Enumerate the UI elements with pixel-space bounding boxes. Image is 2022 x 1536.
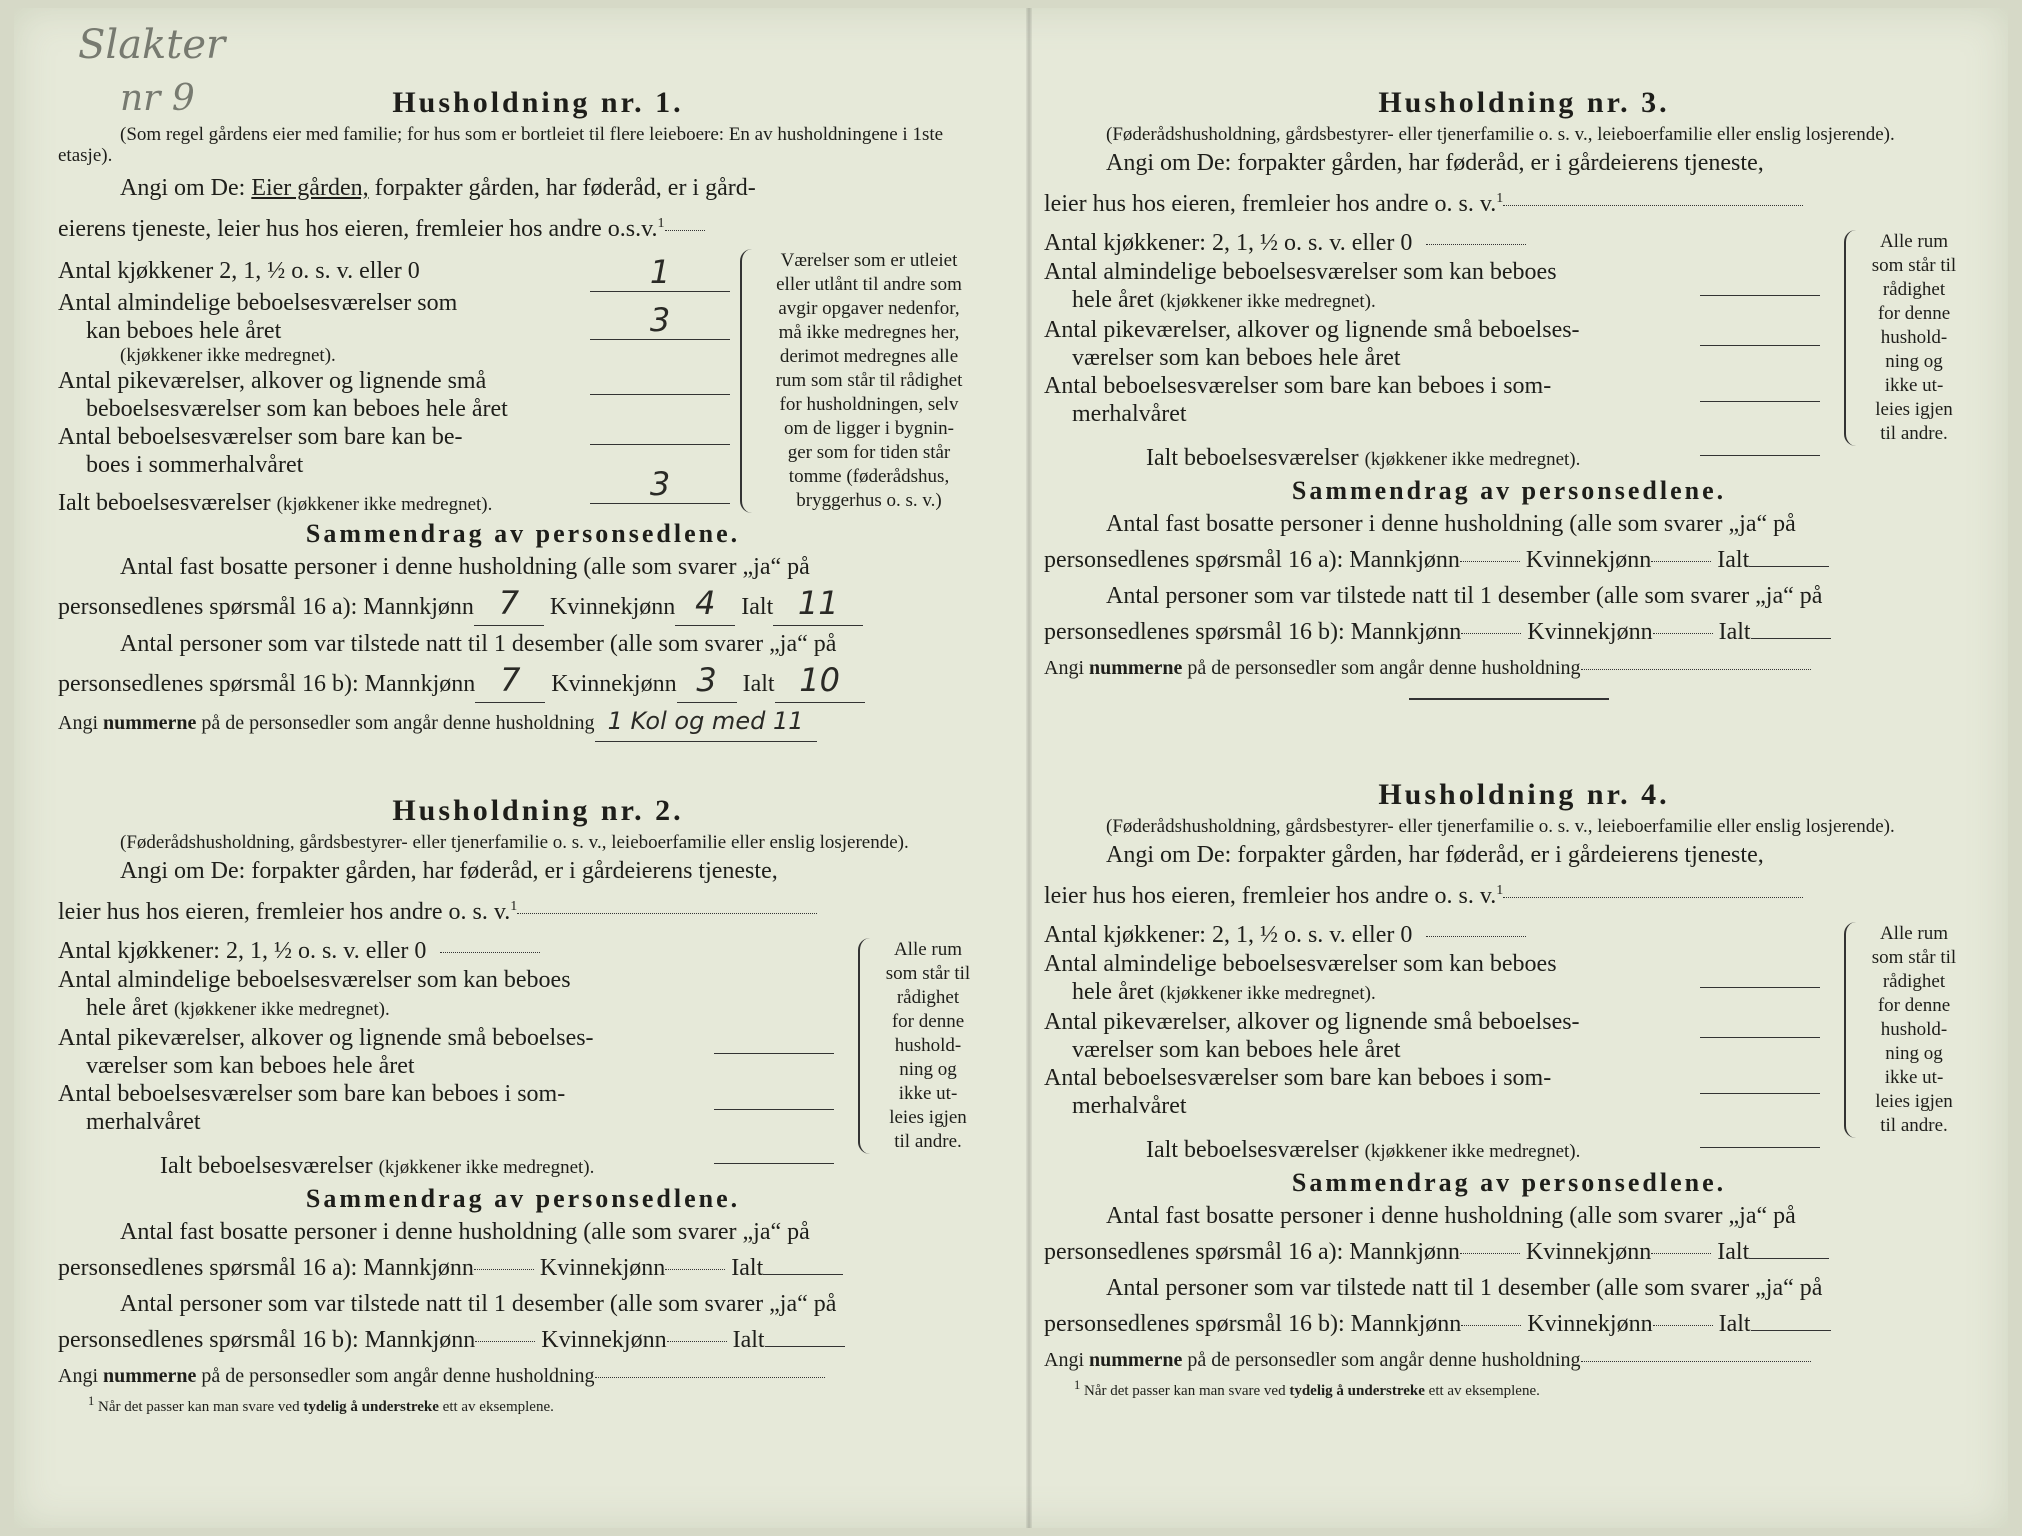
handwritten-nr-note: nr 9	[120, 78, 195, 119]
nummer-row	[1044, 650, 1974, 686]
side-line: ikke ut-	[1884, 375, 1944, 396]
dots	[1461, 1325, 1521, 1326]
alm-answer	[1700, 964, 1820, 993]
angi-line2-text: leier hus hos eieren, fremleier hos andre o. s. v.	[1044, 191, 1497, 217]
household-3-summary-title: Sammendrag av personsedlene.	[1291, 476, 1727, 505]
left-page	[58, 8, 988, 1528]
dots	[1461, 633, 1521, 634]
kvinne-label: Kvinnekjønn	[549, 594, 676, 620]
household-3-side-note	[1844, 230, 1972, 446]
footnote-marker: 1	[1496, 191, 1504, 206]
q1-line-b	[58, 1250, 988, 1286]
sommer-line1: Antal beboelsesværelser som bare kan beboes i som-	[58, 1081, 566, 1107]
household-4	[1044, 778, 1974, 1400]
household-1-angi-line1	[58, 170, 988, 206]
household-3-rooms	[1044, 228, 1974, 470]
household-3-angi-line1: Angi om De: forpakter gården, har føderåd, er i gårdeierens tjeneste,	[1106, 150, 1764, 176]
side-line: tomme (føderådshus,	[788, 466, 950, 487]
nummer-value: 1 Kol og med 11	[607, 707, 804, 735]
ialt-short-label: Ialt	[1717, 547, 1750, 573]
side-line: leies igjen	[1875, 399, 1953, 420]
household-2-note: (Føderådshusholdning, gårdsbestyrer- eller tjenerfamilie o. s. v., leieboerfamilie eller enslig losjerende).	[120, 832, 909, 853]
q1-label: personsedlenes spørsmål 16 a): Mannkjønn	[58, 1255, 474, 1281]
kjokken-label: Antal kjøkkener: 2, 1, ½ o. s. v. eller 0	[1044, 922, 1413, 948]
pike-answer	[714, 1030, 834, 1059]
q2-label: personsedlenes spørsmål 16 b): Mannkjønn	[58, 671, 476, 697]
q1-total-value: 11	[797, 584, 839, 622]
ialt-short-label: Ialt	[731, 1255, 764, 1281]
dots	[475, 1341, 535, 1342]
handwritten-top-note: Slakter	[78, 22, 226, 68]
q2-line-a: Antal personer som var tilstede natt til 1 desember (alle som svarer „ja“ på	[1106, 583, 1823, 609]
alm2-label: hele året	[1072, 287, 1154, 313]
dots	[1503, 205, 1803, 206]
side-line: som står til	[1871, 255, 1957, 276]
angi-line2-text: eierens tjeneste, leier hus hos eieren, fremleier hos andre o.s.v.	[58, 216, 658, 242]
household-4-angi-line1: Angi om De: forpakter gården, har føderåd, er i gårdeierens tjeneste,	[1106, 842, 1764, 868]
side-line: hushold-	[1880, 1019, 1948, 1040]
sommer-line2: merhalvåret	[1072, 1093, 1187, 1119]
nummer-pre: Angi	[58, 1365, 98, 1387]
household-2-title: Husholdning nr. 2.	[392, 794, 684, 827]
q1-female-value: 4	[695, 584, 716, 622]
household-2-side-note	[858, 938, 986, 1154]
ialt-value: 3	[649, 465, 671, 503]
q1-line-a: Antal fast bosatte personer i denne husholdning (alle som svarer „ja“ på	[120, 1219, 810, 1245]
alm-line2	[58, 994, 988, 1024]
household-3	[1044, 86, 1974, 718]
side-line: rådighet	[1882, 971, 1946, 992]
sommer-line2: merhalvåret	[86, 1109, 201, 1135]
side-line: ikke ut-	[898, 1083, 958, 1104]
side-line: leies igjen	[1875, 1091, 1953, 1112]
nummer-bold: nummerne	[103, 712, 197, 734]
dots	[667, 1341, 727, 1342]
sommer-answer	[1700, 378, 1820, 407]
q1-line-a: Antal fast bosatte personer i denne husholdning (alle som svarer „ja“ på	[1106, 511, 1796, 537]
q2-female-value: 3	[696, 661, 717, 699]
q2-label: personsedlenes spørsmål 16 b): Mannkjønn	[1044, 1311, 1462, 1337]
sommer-answer	[1700, 1070, 1820, 1099]
dots	[665, 1269, 725, 1270]
ialt-label: Ialt beboelsesværelser	[160, 1153, 373, 1179]
alm2-label: hele året	[1072, 979, 1154, 1005]
pike-line1: Antal pikeværelser, alkover og lignende små beboelses-	[1044, 1009, 1580, 1035]
foot-post: ett av eksemplene.	[1428, 1383, 1540, 1399]
kjokken-row	[58, 936, 988, 966]
side-line: hushold-	[1880, 327, 1948, 348]
household-2-angi-line2	[58, 889, 988, 930]
dots	[517, 913, 817, 914]
household-4-title: Husholdning nr. 4.	[1378, 778, 1670, 811]
nummer-post: på de personsedler som angår denne husholdning	[201, 1365, 595, 1387]
nummer-row	[1044, 1342, 1974, 1378]
pike-line2: værelser som kan beboes hele året	[1072, 345, 1401, 371]
side-line: ning og	[1885, 351, 1943, 372]
nummer-row	[58, 1358, 988, 1394]
side-line: til andre.	[1880, 1115, 1948, 1136]
ialt-label: Ialt beboelsesværelser	[1146, 1137, 1359, 1163]
ialt-short-label: Ialt	[1718, 1311, 1751, 1337]
kjokken-answer	[590, 253, 730, 292]
ialt-short-label: Ialt	[732, 1327, 765, 1353]
ialt-note: (kjøkkener ikke medregnet).	[378, 1157, 595, 1178]
nummer-bold: nummerne	[1089, 1349, 1183, 1371]
foot-bold: tydelig å understreke	[1289, 1383, 1425, 1399]
sommer-line1: Antal beboelsesværelser som bare kan beboes i som-	[1044, 373, 1552, 399]
household-4-rooms	[1044, 920, 1974, 1162]
alm-line2	[1044, 978, 1974, 1008]
household-3-note: (Føderådshusholdning, gårdsbestyrer- eller tjenerfamilie o. s. v., leieboerfamilie eller enslig losjerende).	[1106, 124, 1895, 145]
household-1-note: (Som regel gårdens eier med familie; for hus som er bortleiet til flere leieboere: En av husholdningene i 1ste etasje).	[58, 124, 944, 166]
angi-line2-text: leier hus hos eieren, fremleier hos andre o. s. v.	[58, 899, 511, 925]
alm-line1: Antal almindelige beboelsesværelser som kan beboes	[1044, 259, 1557, 285]
ialt-answer	[1700, 1124, 1820, 1153]
household-4-summary-title: Sammendrag av personsedlene.	[1291, 1168, 1727, 1197]
household-2-angi-line1: Angi om De: forpakter gården, har føderåd, er i gårdeierens tjeneste,	[120, 858, 778, 884]
kjokken-value: 1	[649, 253, 671, 291]
right-page	[1044, 8, 1974, 1528]
nummer-pre: Angi	[58, 712, 98, 734]
q2-label: personsedlenes spørsmål 16 b): Mannkjønn	[58, 1327, 476, 1353]
q2-line-a: Antal personer som var tilstede natt til 1 desember (alle som svarer „ja“ på	[120, 1291, 837, 1317]
nummer-row	[58, 703, 988, 742]
side-line: ning og	[1885, 1043, 1943, 1064]
household-1-angi-line2	[58, 206, 988, 247]
ialt-note: (kjøkkener ikke medregnet).	[1364, 1141, 1581, 1162]
side-line: som står til	[885, 963, 971, 984]
ialt-label: Ialt beboelsesværelser	[58, 490, 271, 516]
side-line: rum som står til rådighet	[775, 370, 963, 391]
kvinne-label: Kvinnekjønn	[1527, 1311, 1653, 1337]
dots	[1653, 1325, 1713, 1326]
household-1-rooms	[58, 250, 988, 516]
side-line: ger som for tiden står	[787, 442, 951, 463]
ialt-note: (kjøkkener ikke medregnet).	[1364, 449, 1581, 470]
alm-line2: kan beboes hele året	[86, 318, 282, 344]
side-line: avgir opgaver nedenfor,	[778, 298, 960, 319]
nummer-post: på de personsedler som angår denne husholdning	[201, 712, 595, 734]
dots	[1651, 1253, 1711, 1254]
nummer-post: på de personsedler som angår denne husholdning	[1187, 657, 1581, 679]
alm-line1: Antal almindelige beboelsesværelser som	[58, 290, 458, 316]
q1-line-b	[1044, 542, 1974, 578]
q2-label: personsedlenes spørsmål 16 b): Mannkjønn	[1044, 619, 1462, 645]
foot-pre: Når det passer kan man svare ved	[1084, 1383, 1286, 1399]
footnote	[1044, 1378, 1974, 1400]
nummer-pre: Angi	[1044, 1349, 1084, 1371]
side-line: leies igjen	[889, 1107, 967, 1128]
kjokken-row	[1044, 228, 1974, 258]
dots	[1426, 244, 1526, 245]
ialt-answer	[1700, 432, 1820, 461]
dots	[1460, 561, 1520, 562]
side-line: om de ligger i bygnin-	[784, 418, 954, 439]
pike-answer	[1700, 322, 1820, 351]
side-line: for husholdningen, selv	[779, 394, 959, 415]
nummer-bold: nummerne	[103, 1365, 197, 1387]
alm2-note: (kjøkkener ikke medregnet).	[1159, 291, 1376, 312]
section-separator	[1409, 698, 1609, 700]
side-line: Alle rum	[1879, 923, 1949, 944]
alm2-note: (kjøkkener ikke medregnet).	[173, 999, 390, 1020]
pike-line2: beboelsesværelser som kan beboes hele året	[86, 396, 508, 422]
alm2-note: (kjøkkener ikke medregnet).	[1159, 983, 1376, 1004]
pike-line1: Antal pikeværelser, alkover og lignende små beboelses-	[58, 1025, 594, 1051]
sommer-answer	[590, 421, 730, 450]
household-1-title: Husholdning nr. 1.	[392, 86, 684, 119]
side-line: til andre.	[1880, 423, 1948, 444]
household-1-summary-title: Sammendrag av personsedlene.	[305, 519, 741, 548]
foot-pre: Når det passer kan man svare ved	[98, 1399, 300, 1415]
alm-line2	[1044, 286, 1974, 316]
footnote-marker: 1	[657, 216, 665, 231]
angi-rest: forpakter gården, har føderåd, er i gård-	[374, 175, 756, 201]
alm-value: 3	[649, 301, 671, 339]
ialt-answer	[590, 465, 730, 504]
nummer-pre: Angi	[1044, 657, 1084, 679]
side-line: Alle rum	[1879, 231, 1949, 252]
nummer-bold: nummerne	[1089, 657, 1183, 679]
q2-male-value: 7	[500, 661, 521, 699]
dots	[1653, 633, 1713, 634]
side-line: rådighet	[896, 987, 960, 1008]
household-2-summary-title: Sammendrag av personsedlene.	[305, 1184, 741, 1213]
side-line: Værelser som er utleiet	[780, 250, 958, 271]
side-line: for denne	[891, 1011, 965, 1032]
household-2-rooms	[58, 936, 988, 1178]
q2-line-b	[1044, 614, 1974, 650]
household-1	[58, 86, 988, 742]
foot-bold: tydelig å understreke	[303, 1399, 439, 1415]
kvinne-label: Kvinnekjønn	[539, 1255, 666, 1281]
kvinne-label: Kvinnekjønn	[541, 1327, 667, 1353]
household-3-title: Husholdning nr. 3.	[1378, 86, 1670, 119]
ialt-row	[1044, 440, 1974, 478]
side-line: rådighet	[1882, 279, 1946, 300]
alm-answer	[590, 301, 730, 340]
dots	[1651, 561, 1711, 562]
q1-line-b	[1044, 1234, 1974, 1270]
side-line: til andre.	[894, 1131, 962, 1152]
angi-line2-text: leier hus hos eieren, fremleier hos andre o. s. v.	[1044, 883, 1497, 909]
q2-line-b	[1044, 1306, 1974, 1342]
dots	[1426, 936, 1526, 937]
pike-answer	[1700, 1014, 1820, 1043]
ialt-note: (kjøkkener ikke medregnet).	[276, 494, 493, 515]
household-4-angi-line2	[1044, 873, 1974, 914]
footnote-marker: 1	[510, 899, 518, 914]
foot-post: ett av eksemplene.	[442, 1399, 554, 1415]
q2-line-a: Antal personer som var tilstede natt til 1 desember (alle som svarer „ja“ på	[1106, 1275, 1823, 1301]
q1-line-b	[58, 585, 988, 626]
side-line: eller utlånt til andre som	[776, 274, 962, 295]
sommer-answer	[714, 1086, 834, 1115]
dots	[1460, 1253, 1520, 1254]
alm-line1: Antal almindelige beboelsesværelser som kan beboes	[58, 967, 571, 993]
alm-answer	[1700, 272, 1820, 301]
household-1-side-note	[740, 249, 986, 513]
side-line: som står til	[1871, 947, 1957, 968]
kvinne-label: Kvinnekjønn	[1527, 619, 1653, 645]
sommer-line1: Antal beboelsesværelser som bare kan be-	[58, 424, 463, 450]
side-line: Alle rum	[893, 939, 963, 960]
side-line: bryggerhus o. s. v.)	[796, 490, 942, 511]
household-4-note: (Føderådshusholdning, gårdsbestyrer- eller tjenerfamilie o. s. v., leieboerfamilie eller enslig losjerende).	[1106, 816, 1895, 837]
household-4-side-note	[1844, 922, 1972, 1138]
kvinne-label: Kvinnekjønn	[1525, 1239, 1652, 1265]
sommer-line1: Antal beboelsesværelser som bare kan beboes i som-	[1044, 1065, 1552, 1091]
kjokken-label: Antal kjøkkener 2, 1, ½ o. s. v. eller 0	[58, 258, 420, 284]
side-line: ikke ut-	[1884, 1067, 1944, 1088]
footnote-marker: 1	[88, 1394, 95, 1408]
q1-line-a: Antal fast bosatte personer i denne husholdning (alle som svarer „ja“ på	[120, 554, 810, 580]
kjokken-label: Antal kjøkkener: 2, 1, ½ o. s. v. eller 0	[1044, 230, 1413, 256]
sommer-line2: boes i sommerhalvåret	[86, 452, 304, 478]
side-line: for denne	[1877, 303, 1951, 324]
dots	[595, 1377, 825, 1378]
ialt-short-label: Ialt	[741, 594, 774, 620]
dots	[1581, 669, 1811, 670]
kvinne-label: Kvinnekjønn	[1525, 547, 1652, 573]
q1-line-a: Antal fast bosatte personer i denne husholdning (alle som svarer „ja“ på	[1106, 1203, 1796, 1229]
side-line: ning og	[899, 1059, 957, 1080]
alm2-label: hele året	[86, 995, 168, 1021]
q1-label: personsedlenes spørsmål 16 a): Mannkjønn	[58, 594, 474, 620]
q2-line-b	[58, 662, 988, 703]
ialt-short-label: Ialt	[742, 671, 775, 697]
kvinne-label: Kvinnekjønn	[551, 671, 677, 697]
side-line: derimot medregnes alle	[779, 346, 959, 367]
pike-answer	[590, 371, 730, 400]
footnote-marker: 1	[1074, 1378, 1081, 1392]
household-2	[58, 794, 988, 1416]
dots	[665, 230, 705, 231]
angi-label: Angi om De:	[120, 175, 246, 201]
alm-line1: Antal almindelige beboelsesværelser som kan beboes	[1044, 951, 1557, 977]
q1-label: personsedlenes spørsmål 16 a): Mannkjønn	[1044, 547, 1460, 573]
q1-label: personsedlenes spørsmål 16 a): Mannkjønn	[1044, 1239, 1460, 1265]
sommer-line2: merhalvåret	[1072, 401, 1187, 427]
pike-line1: Antal pikeværelser, alkover og lignende små beboelses-	[1044, 317, 1580, 343]
ialt-answer	[714, 1140, 834, 1169]
pike-line2: værelser som kan beboes hele året	[86, 1053, 415, 1079]
q2-line-a: Antal personer som var tilstede natt til 1 desember (alle som svarer „ja“ på	[120, 631, 837, 657]
side-line: hushold-	[894, 1035, 962, 1056]
pike-line1: Antal pikeværelser, alkover og lignende små	[58, 368, 487, 394]
ialt-label: Ialt beboelsesværelser	[1146, 445, 1359, 471]
ialt-row	[58, 1148, 988, 1186]
ialt-short-label: Ialt	[1718, 619, 1751, 645]
ialt-short-label: Ialt	[1717, 1239, 1750, 1265]
alm-line3: (kjøkkener ikke medregnet).	[120, 345, 336, 366]
footnote-marker: 1	[1496, 883, 1504, 898]
pike-line2: værelser som kan beboes hele året	[1072, 1037, 1401, 1063]
kjokken-row	[1044, 920, 1974, 950]
footnote	[58, 1394, 988, 1416]
q2-line-b	[58, 1322, 988, 1358]
dots	[1581, 1361, 1811, 1362]
dots	[474, 1269, 534, 1270]
dots	[440, 952, 540, 953]
household-3-angi-line2	[1044, 181, 1974, 222]
page-fold	[1026, 8, 1032, 1528]
q1-male-value: 7	[498, 584, 520, 622]
ialt-row	[1044, 1132, 1974, 1170]
nummer-post: på de personsedler som angår denne husholdning	[1187, 1349, 1581, 1371]
side-line: må ikke medregnes her,	[778, 322, 960, 343]
side-line: for denne	[1877, 995, 1951, 1016]
dots	[1503, 897, 1803, 898]
kjokken-label: Antal kjøkkener: 2, 1, ½ o. s. v. eller 0	[58, 938, 427, 964]
q2-total-value: 10	[799, 661, 840, 699]
census-sheet	[14, 8, 2008, 1528]
angi-underlined-choice: Eier gården,	[251, 175, 369, 201]
